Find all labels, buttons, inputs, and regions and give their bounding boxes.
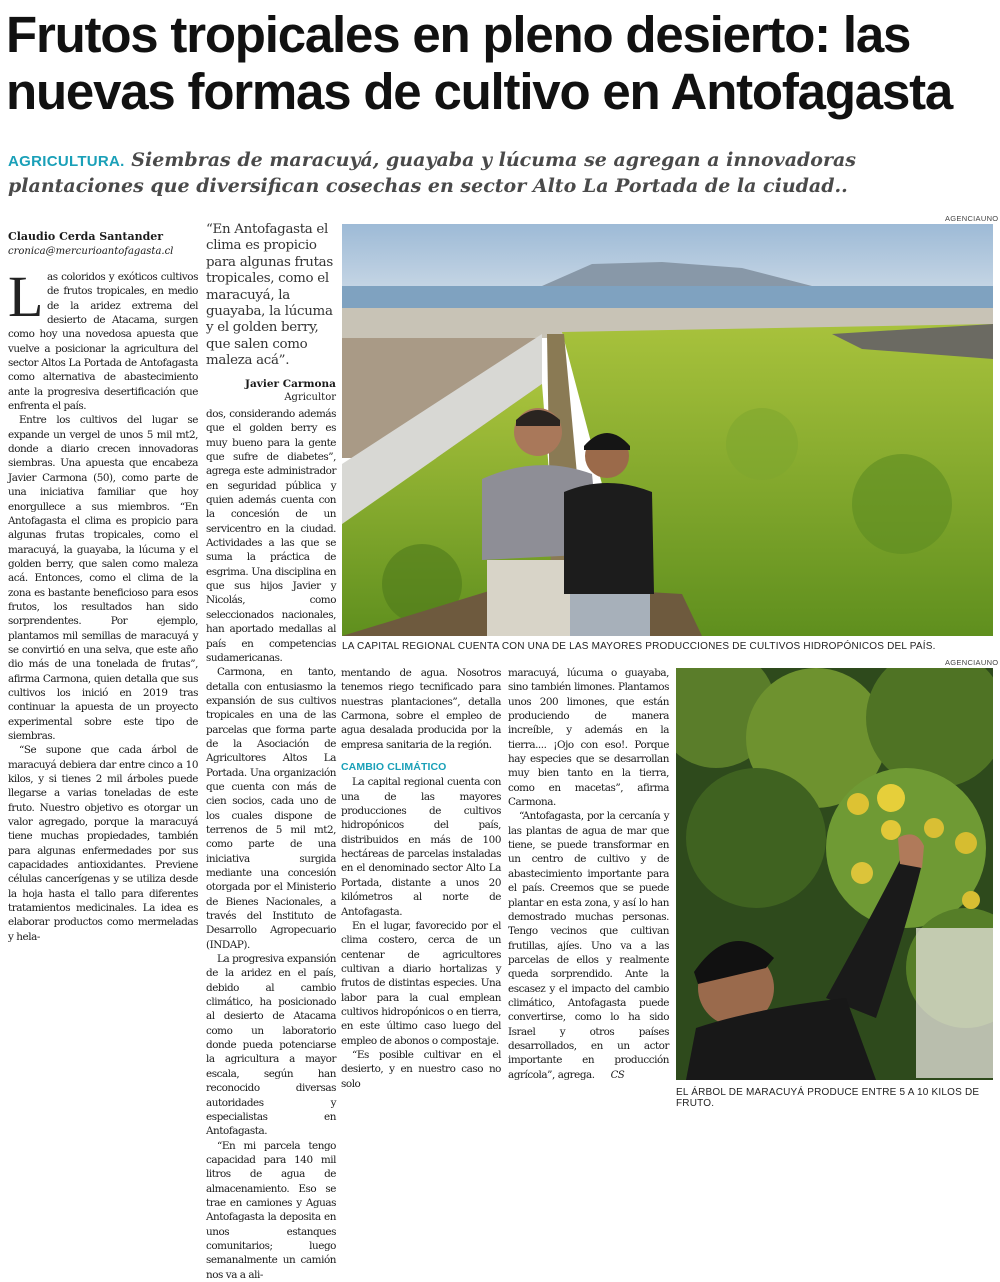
byline-email[interactable]: cronica@mercurioantofagasta.cl	[8, 246, 174, 257]
photo-caption: EL ÁRBOL DE MARACUYÁ PRODUCE ENTRE 5 A 10 KILOS DE FRUTO.	[676, 1087, 980, 1109]
paragraph: dos, considerando además que el golden berry es muy bueno para la gente que sufre de diabetes”, agrega este administrador en seguridad pública y quien además cuenta con la concesión de un servicentro en la ciudad. Actividades a las que se suma la práctica de esgrima. Una disciplina en que sus hijos Javier y Nicolás, como seleccionados nacionales, han aportado medallas al país en competencias sudamericanas.	[206, 408, 336, 664]
paragraph: “Antofagasta, por la cercanía y las plantas de agua de mar que tiene, se puede transformar en un centro de cultivo y de abastecimiento importante para el país. Creemos que se puede plantar en esta zona, y así lo han demostrado muchas personas. Tengo vecinos que cultivan frutillas, ajíes. Uno va a las parcelas de ellos y realmente queda sorprendido. Ante la escasez y el impacto del cambio climático, Antofagasta puede convertirse, como lo ha sido Israel y otros países desarrollados, en un actor importante en producción agrícola”, agrega. CS	[508, 810, 669, 1081]
byline	[8, 230, 198, 257]
subhead: CAMBIO CLIMÁTICO	[341, 761, 447, 774]
passionfruit-image	[676, 668, 993, 1080]
paragraph: Entre los cultivos del lugar se expande un vergel de unos 5 mil mt2, donde a diario crecen innovadoras siembras. Una apuesta que encabeza Javier Carmona (50), como parte de una iniciativa familiar que hoy enorgullece a sus miembros. “En Antofagasta el clima es propicio para algunas frutas tropicales, como el maracuyá, la guayaba, la lúcuma y el golden berry, que salen como maleza acá. Entonces, como el clima de la zona es bastante beneficioso para esos frutos, los resultados han sido sorprendentes. Por ejemplo, plantamos mil semillas de maracuyá y se convirtió en una selva, que este año dio más de una tonelada de frutas”, afirma Carmona, quien detalla que sus cultivos los inició en 2019 tras continuar la apuesta de un proyecto experimental sobre este tipo de siembras.	[8, 414, 198, 742]
photo-credit: AGENCIAUNO	[945, 214, 999, 223]
pull-quote-author: Javier Carmona	[245, 377, 336, 390]
paragraph: En el lugar, favorecido por el clima costero, cerca de un centenar de agricultores cultivan a diario hortalizas y frutos de distintas especies. Una labor para la cual emplean cultivos hidropónicos o en tierra, en este último caso luego del empleo de abonos o compostaje.	[341, 919, 501, 1047]
paragraph: “Es posible cultivar en el desierto, y en nuestro caso no solo	[341, 1048, 501, 1090]
paragraph: La progresiva expansión de la aridez en el país, debido al cambio climático, ha posicionado al desierto de Atacama como un laboratorio donde pueda potenciarse la agricultura a mayor escala, según han reconocido diversas autoridades y especialistas en Antofagasta.	[206, 953, 336, 1138]
headline: Frutos tropicales en pleno desierto: las nuevas formas de cultivo en Antofagasta	[6, 6, 953, 120]
paragraph: mentando de agua. Nosotros tenemos riego tecnificado para nuestras plantaciones”, detalla Carmona, sobre el empleo de agua desalada producida por la empresa sanitaria de la región.	[341, 667, 501, 751]
dropcap: L	[8, 264, 43, 329]
end-mark: CS	[610, 1069, 625, 1081]
column-1	[8, 264, 198, 944]
paragraph: La capital regional cuenta con una de las mayores producciones de cultivos hidropónicos del país, distribuidos en más de 100 hectáreas de parcelas instaladas en el denominado sector Alto La Portada, distante a unos 20 kilómetros al norte de Antofagasta.	[341, 776, 501, 918]
greenhouse-photo	[342, 224, 993, 636]
paragraph: “En mi parcela tengo capacidad para 140 mil litros de agua de almacenamiento. Eso se trae en camiones y Aguas Antofagasta la deposita en unos estanques comunitarios; luego semanalmente un camión nos va a ali-	[206, 1139, 336, 1281]
byline-author: Claudio Cerda Santander	[8, 230, 164, 243]
photo-caption: LA CAPITAL REGIONAL CUENTA CON UNA DE LAS MAYORES PRODUCCIONES DE CULTIVOS HIDROPÓNICOS DEL PAÍS.	[342, 641, 936, 652]
pull-quote-role: Agricultor	[284, 391, 336, 403]
deck	[8, 148, 993, 199]
section-label: AGRICULTURA.	[8, 153, 125, 170]
greenhouse-image	[342, 224, 993, 636]
paragraph: “Se supone que cada árbol de maracuyá debiera dar entre cinco a 10 kilos, y si tienes 2 mil árboles puede llegarse a varias toneladas de este fruto. Nuestro objetivo es otorgar un valor agregado, porque la maracuyá tiene muchas propiedades, también para algunas enfermedades por sus capacidades antioxidantes. Previene células cancerígenas y se utiliza desde la hoja hasta el tallo para diferentes tratamientos medicinales. La idea es elaborar productos como mermeladas y hela-	[8, 744, 198, 943]
pull-quote	[206, 222, 336, 403]
column-2	[206, 407, 336, 1282]
passionfruit-photo	[676, 668, 993, 1080]
photo-credit: AGENCIAUNO	[945, 658, 999, 667]
pull-quote-text: “En Antofagasta el clima es propicio para algunas frutas tropicales, como el maracuyá, la guayaba, la lúcuma y el golden berry, que salen como maleza acá”.	[206, 222, 333, 369]
paragraph: Carmona, en tanto, detalla con entusiasmo la expansión de sus cultivos tropicales en una de las parcelas que forma parte de la Asociación de Agricultores Altos La Portada. Una organización que cuenta con más de cien socios, cada uno de los cuales dispone de terrenos de 5 mil mt2, como parte de una iniciativa surgida mediante una concesión otorgada por el Ministerio de Bienes Nacionales, a través del Instituto de Desarrollo Agropecuario (INDAP).	[206, 666, 336, 951]
column-4	[508, 666, 669, 1083]
column-3	[341, 666, 501, 1091]
deck-text: Siembras de maracuyá, guayaba y lúcuma se agregan a innovadoras plantaciones que diversifican cosechas en sector Alto La Portada de la ciudad..	[8, 149, 856, 197]
paragraph: Las coloridos y exóticos cultivos de frutos tropicales, en medio de la aridez extrema del desierto de Atacama, surgen como hoy una novedosa apuesta que vuelve a posicionar la agricultura del sector Altos La Portada de Antofagasta como alternativa de abastecimiento ante la progresiva desertificación que enfrenta el país.	[8, 264, 198, 413]
paragraph: maracuyá, lúcuma o guayaba, sino también limones. Plantamos unos 200 limones, que están produciendo de manera increíble, y además en la tierra.... ¡Ojo con eso!. Porque hay especies que se desarrollan muy bien tanto en la tierra, como en macetas”, afirma Carmona.	[508, 667, 669, 809]
